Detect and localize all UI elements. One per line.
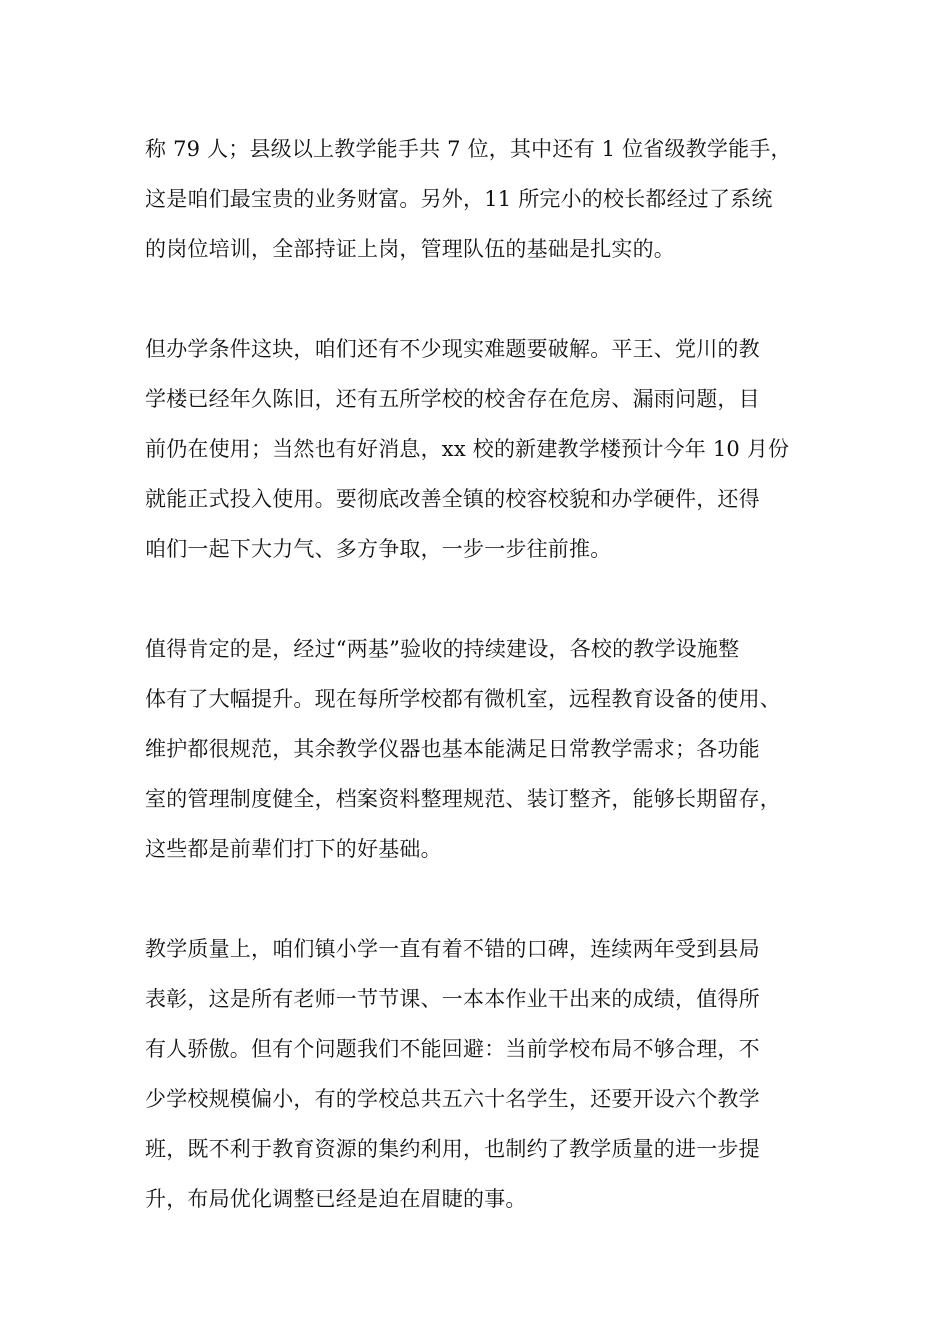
- paragraph-teaching-quality: [145, 924, 825, 1224]
- document-body: [145, 124, 825, 1224]
- paragraph-teaching-staff: [145, 124, 825, 274]
- text-line: 但办学条件这块，咱们还有不少现实难题要破解。平王、党川的教: [145, 337, 760, 361]
- text-line: 室的管理制度健全，档案资料整理规范、装订整齐，能够长期留存，: [145, 787, 781, 811]
- text-line: 表彰，这是所有老师一节节课、一本本作业干出来的成绩，值得所: [145, 987, 760, 1011]
- text-line: 教学质量上，咱们镇小学一直有着不错的口碑，连续两年受到县局: [145, 937, 760, 961]
- text-line: 这是咱们最宝贵的业务财富。另外，11 所完小的校长都经过了系统: [145, 187, 773, 211]
- text-line: 这些都是前辈们打下的好基础。: [145, 837, 442, 861]
- text-line: 维护都很规范，其余教学仪器也基本能满足日常教学需求；各功能: [145, 737, 760, 761]
- paragraph-spacer: [145, 274, 825, 324]
- text-line: 班，既不利于教育资源的集约利用，也制约了教学质量的进一步提: [145, 1137, 760, 1161]
- text-line: 前仍在使用；当然也有好消息，xx 校的新建教学楼预计今年 10 月份: [145, 437, 790, 461]
- text-line: 的岗位培训，全部持证上岗，管理队伍的基础是扎实的。: [145, 237, 675, 261]
- paragraph-teaching-facilities: [145, 624, 825, 874]
- text-line: 升，布局优化调整已经是迫在眉睫的事。: [145, 1187, 527, 1211]
- text-line: 就能正式投入使用。要彻底改善全镇的校容校貌和办学硬件，还得: [145, 487, 760, 511]
- text-line: 称 79 人；县级以上教学能手共 7 位，其中还有 1 位省级教学能手，: [145, 137, 792, 161]
- text-line: 有人骄傲。但有个问题我们不能回避：当前学校布局不够合理，不: [145, 1037, 760, 1061]
- text-line: 值得肯定的是，经过“两基”验收的持续建设，各校的教学设施整: [145, 637, 740, 661]
- text-line: 学楼已经年久陈旧，还有五所学校的校舍存在危房、漏雨问题，目: [145, 387, 760, 411]
- text-line: 体有了大幅提升。现在每所学校都有微机室，远程教育设备的使用、: [145, 687, 781, 711]
- paragraph-school-conditions: [145, 324, 825, 574]
- text-line: 少学校规模偏小，有的学校总共五六十名学生，还要开设六个教学: [145, 1087, 760, 1111]
- paragraph-spacer: [145, 574, 825, 624]
- paragraph-spacer: [145, 874, 825, 924]
- text-line: 咱们一起下大力气、多方争取，一步一步往前推。: [145, 537, 612, 561]
